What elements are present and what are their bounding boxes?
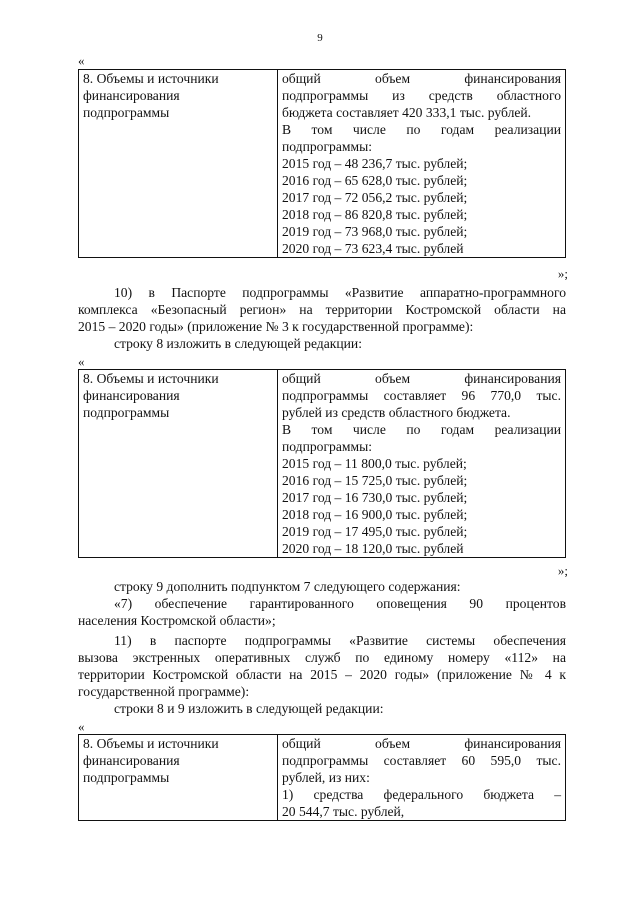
value-line: подпрограммы из средств областного (282, 88, 561, 103)
value-line: 2020 год – 18 120,0 тыс. рублей (282, 541, 464, 556)
value-line: 20 544,7 тыс. рублей, (282, 804, 405, 819)
label-line: подпрограммы (83, 105, 170, 120)
closing-quote: »; (557, 563, 568, 578)
value-line: 2020 год – 73 623,4 тыс. рублей (282, 241, 464, 256)
table-label-cell (79, 370, 278, 558)
value-line: общий объем финансирования (282, 736, 561, 751)
value-line: 2015 год – 48 236,7 тыс. рублей; (282, 156, 468, 171)
financing-table-1 (78, 69, 566, 258)
value-line: подпрограммы составляет 96 770,0 тыс. (282, 388, 561, 403)
value-line: 2017 год – 72 056,2 тыс. рублей; (282, 190, 468, 205)
label-line: 8. Объемы и источники (83, 736, 219, 751)
label-line: подпрограммы (83, 405, 170, 420)
value-line: рублей, из них: (282, 770, 370, 785)
paragraph-line: населения Костромской области»; (78, 613, 276, 628)
opening-quote: « (78, 354, 85, 369)
value-line: бюджета составляет 420 333,1 тыс. рублей. (282, 105, 532, 120)
label-line: 8. Объемы и источники (83, 371, 219, 386)
value-line: 2018 год – 86 820,8 тыс. рублей; (282, 207, 468, 222)
label-line: финансирования (83, 88, 180, 103)
value-line: 2015 год – 11 800,0 тыс. рублей; (282, 456, 467, 471)
table-value-cell (278, 370, 566, 558)
opening-quote: « (78, 719, 85, 734)
opening-quote: « (78, 53, 85, 68)
table-value-cell (278, 70, 566, 258)
value-line: рублей из средств областного бюджета. (282, 405, 511, 420)
value-line: общий объем финансирования (282, 371, 561, 386)
label-line: 8. Объемы и источники (83, 71, 219, 86)
paragraph-line: 10) в Паспорте подпрограммы «Развитие аппаратно-программного (114, 285, 566, 300)
label-line: финансирования (83, 388, 180, 403)
paragraph-10 (78, 284, 566, 352)
paragraph-11 (78, 632, 566, 717)
table-label-cell (79, 735, 278, 821)
value-line: 2019 год – 73 968,0 тыс. рублей; (282, 224, 468, 239)
value-line: В том числе по годам реализации (282, 122, 561, 137)
value-line: 2017 год – 16 730,0 тыс. рублей; (282, 490, 468, 505)
paragraph-instruction: строки 8 и 9 изложить в следующей редакции: (114, 701, 384, 716)
value-line: В том числе по годам реализации (282, 422, 561, 437)
paragraph-instruction: строку 8 изложить в следующей редакции: (114, 336, 362, 351)
value-line: подпрограммы: (282, 139, 372, 154)
table-label-cell (79, 70, 278, 258)
financing-table-2 (78, 369, 566, 558)
value-line: 2016 год – 15 725,0 тыс. рублей; (282, 473, 468, 488)
value-line: 1) средства федерального бюджета – (282, 787, 561, 802)
value-line: 2016 год – 65 628,0 тыс. рублей; (282, 173, 468, 188)
value-line: подпрограммы: (282, 439, 372, 454)
paragraph-line: территории Костромской области на 2015 – 2020 годы» (приложение № 4 к (78, 667, 566, 682)
table-value-cell (278, 735, 566, 821)
value-line: 2019 год – 17 495,0 тыс. рублей; (282, 524, 468, 539)
value-line: 2018 год – 16 900,0 тыс. рублей; (282, 507, 468, 522)
paragraph-line: 2015 – 2020 годы» (приложение № 3 к государственной программе): (78, 319, 474, 334)
paragraph-line: комплекса «Безопасный регион» на территории Костромской области на (78, 302, 566, 317)
paragraph-line: 11) в паспорте подпрограммы «Развитие системы обеспечения (114, 633, 566, 648)
label-line: финансирования (83, 753, 180, 768)
label-line: подпрограммы (83, 770, 170, 785)
financing-table-3 (78, 734, 566, 821)
paragraph-line: «7) обеспечение гарантированного оповещения 90 процентов (114, 596, 566, 611)
value-line: общий объем финансирования (282, 71, 561, 86)
paragraph-line: государственной программе): (78, 684, 250, 699)
closing-quote: »; (557, 266, 568, 281)
value-line: подпрограммы составляет 60 595,0 тыс. (282, 753, 561, 768)
paragraph-row-9 (78, 578, 566, 629)
paragraph-instruction: строку 9 дополнить подпунктом 7 следующего содержания: (114, 579, 461, 594)
page-number: 9 (317, 32, 323, 44)
paragraph-line: вызова экстренных оперативных служб по единому номеру «112» на (78, 650, 566, 665)
